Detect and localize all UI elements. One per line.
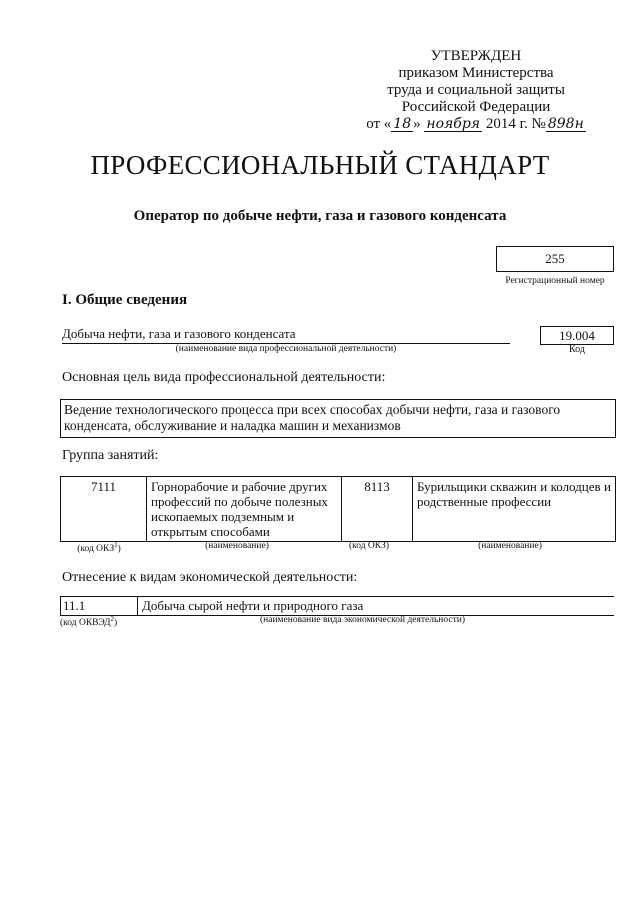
document-title: ПРОФЕССИОНАЛЬНЫЙ СТАНДАРТ [90, 150, 550, 180]
okved-code-caption: (код ОКВЭД$^2$) [60, 615, 118, 629]
activity-name-caption: (наименование вида профессиональной деятельности) [175, 344, 397, 354]
activity-code-caption: Код [569, 344, 585, 355]
okz-code-cell: 7111 [61, 477, 147, 542]
activity-code-box: 19.004 [540, 326, 614, 345]
goal-text-box: Ведение технологического процесса при всех способах добычи нефти, газа и газового конденсата, обслуживание и наладка машин и механизмов [60, 399, 616, 438]
approval-day: 18 [393, 116, 412, 132]
okz-name-cell: Бурильщики скважин и колодцев и родственные профессии [413, 477, 616, 542]
okved-code: 11.1 [60, 597, 138, 615]
activity-name: Добыча нефти, газа и газового конденсата [62, 326, 510, 344]
goal-label: Основная цель вида профессиональной деятельности: [62, 370, 386, 385]
economic-activity-row [60, 596, 614, 616]
section-heading: I. Общие сведения [62, 292, 188, 308]
approval-stamp [366, 48, 586, 133]
registration-caption: Регистрационный номер [505, 276, 605, 286]
occupation-group-label: Группа занятий: [62, 448, 159, 463]
okved-name: Добыча сырой нефти и природного газа [142, 598, 364, 613]
okz-code-cell: 8113 [342, 477, 413, 542]
approval-number: 898н [547, 116, 584, 132]
approval-line: Российской Федерации [401, 99, 551, 115]
okz-name-caption: (наименование) [478, 541, 542, 551]
approval-month: ноября [426, 116, 481, 132]
economic-activity-label: Отнесение к видам экономической деятельности: [62, 570, 358, 585]
okved-name-caption: (наименование вида экономической деятельности) [260, 615, 465, 625]
standard-name: Оператор по добыче нефти, газа и газового конденсата [133, 208, 507, 224]
table-row [61, 477, 616, 542]
okz-name-caption: (наименование) [205, 541, 269, 551]
registration-number-box: 255 [496, 246, 614, 272]
approval-line: приказом Министерства [398, 65, 554, 81]
okz-code-caption: (код ОКЗ) [348, 541, 390, 551]
occupation-table [60, 476, 616, 542]
okz-code-caption: (код ОКЗ$^1$) [77, 541, 121, 555]
approval-line: труда и социальной защиты [387, 82, 565, 98]
approval-date: от « 18 » ноября 2014 г. № 898н [366, 116, 584, 132]
okz-name-cell: Горнорабочие и рабочие других профессий по добыче полезных ископаемых подземным и открытым способами [147, 477, 342, 542]
approval-heading: УТВЕРЖДЕН [430, 48, 522, 64]
